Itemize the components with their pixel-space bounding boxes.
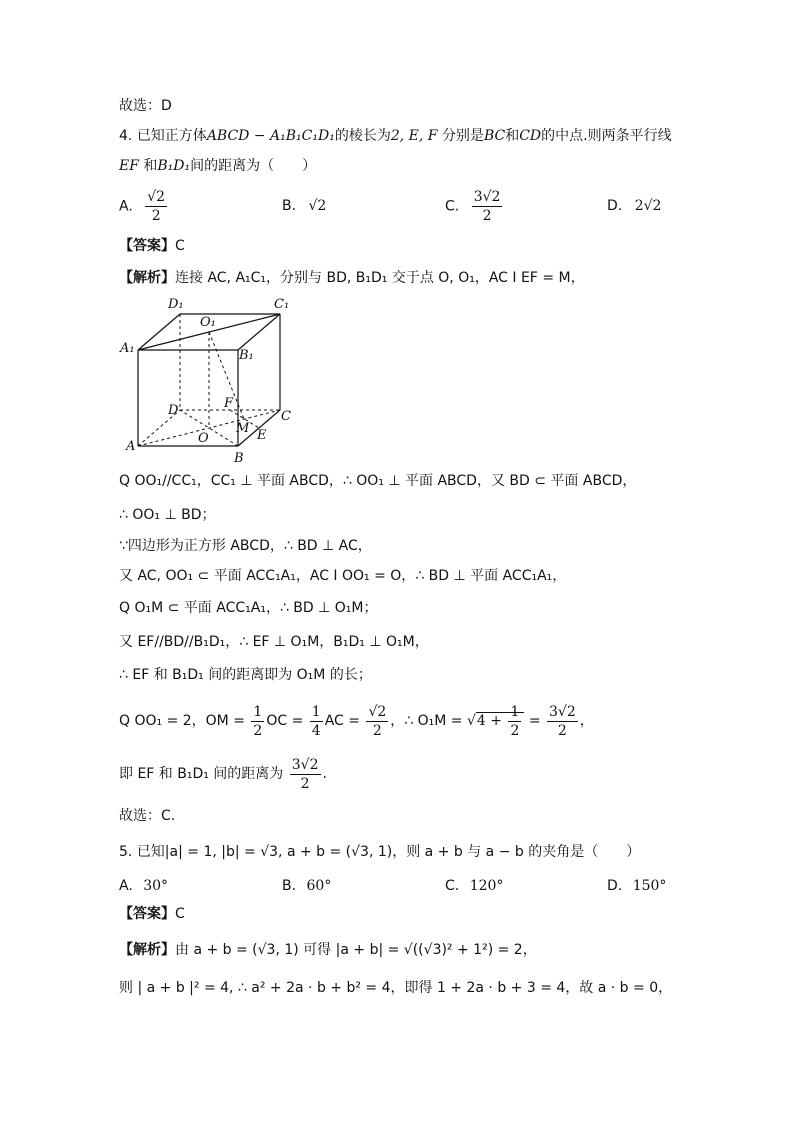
q4-params: 2, E, F [390, 128, 438, 144]
label-c1: C₁ [274, 297, 290, 312]
q4-answer [119, 236, 185, 256]
q4-option-b-label: B. [282, 198, 297, 214]
label-b1: B₁ [239, 348, 254, 363]
calc-f5-num: 3√2 [549, 703, 576, 720]
q4-final-answer: 故选：C. [119, 808, 176, 824]
q5-answer-tag: 【答案】 [119, 906, 175, 922]
solution-line-5: Q O₁M ⊂ 平面 ACC₁A₁，∴ BD ⊥ O₁M； [119, 600, 378, 616]
calc-f1-num: 1 [253, 703, 263, 720]
q4-line2-ef: EF [119, 158, 139, 174]
q5-stem [119, 842, 640, 862]
q4-option-b-value: √2 [308, 198, 327, 214]
calc-f4-num: 1 [510, 703, 520, 720]
conclusion-line [119, 755, 327, 793]
q4-seg-bc: BC [483, 128, 506, 144]
q5-option-b [282, 878, 331, 894]
q5-analysis-tag: 【解析】 [119, 942, 175, 958]
q4-seg-cd: CD [519, 128, 542, 144]
q5-option-b-value: 60° [306, 878, 332, 894]
previous-answer: 故选：D [119, 98, 172, 114]
label-a1: A₁ [120, 341, 135, 356]
label-o1: O₁ [200, 315, 216, 330]
q4-option-c [445, 188, 504, 225]
calc-mid3: ，∴ O₁M = [390, 713, 463, 729]
label-f: F [224, 396, 234, 411]
q4-line2-rest: 间的距离为（ ） [190, 158, 317, 174]
cube-figure [118, 294, 308, 466]
q4-text-b: 的棱长为 [334, 128, 391, 144]
q4-option-c-label: C. [445, 198, 460, 215]
label-c: C [281, 409, 291, 424]
solution-line-3: ∵四边形为正方形 ABCD，∴ BD ⊥ AC， [119, 538, 372, 554]
calc-root-in: 4 + [476, 713, 507, 729]
q4-option-a-den: 2 [151, 208, 161, 224]
q5-number: 5. [119, 844, 133, 860]
q4-option-d-value: 2√2 [634, 198, 662, 214]
solution-line-7: ∴ EF 和 B₁D₁ 间的距离即为 O₁M 的长； [119, 667, 372, 683]
calc-f2-num: 1 [311, 703, 321, 720]
q4-cube-name: ABCD − A₁B₁C₁D₁ [206, 128, 335, 144]
calc-f2-den: 4 [311, 722, 321, 739]
solution-line-4: 又 AC, OO₁ ⊂ 平面 ACC₁A₁，AC I OO₁ = O，∴ BD ⊥ 平面 ACC₁A₁， [119, 568, 567, 584]
q4-option-d-label: D. [607, 198, 623, 214]
analysis-tag: 【解析】 [119, 270, 175, 286]
q5-option-d [607, 878, 666, 894]
answer-tag: 【答案】 [119, 238, 175, 254]
q5-option-a-label: A. [119, 878, 133, 894]
q5-analysis-1 [119, 940, 537, 960]
q5-option-b-label: B. [282, 878, 297, 894]
analysis-first-text: 连接 AC, A₁C₁，分别与 BD, B₁D₁ 交于点 O, O₁，AC I EF = M， [175, 270, 585, 286]
q4-option-a-num: √2 [147, 189, 166, 205]
q5-option-c [445, 878, 503, 894]
label-d: D [168, 403, 179, 418]
solution-line-6: 又 EF//BD//B₁D₁，∴ EF ⊥ O₁M，B₁D₁ ⊥ O₁M， [119, 634, 429, 650]
label-o: O [198, 431, 209, 446]
conclusion-num: 3√2 [291, 756, 319, 773]
q4-stem-line1 [119, 126, 672, 146]
solution-line-2: ∴ OO₁ ⊥ BD； [119, 507, 216, 523]
q5-answer-value: C [175, 906, 185, 922]
calc-f5-den: 2 [557, 722, 567, 739]
q5-answer [119, 904, 185, 924]
label-b: B [234, 451, 244, 466]
q5-option-c-value: 120° [469, 878, 504, 894]
q4-option-b [282, 198, 326, 214]
calc-eq: = [528, 713, 541, 729]
q4-text-c: 分别是 [441, 128, 484, 144]
q4-line2-and: 和 [143, 158, 158, 174]
q5-option-a [119, 878, 168, 894]
q4-stem-line2 [119, 156, 316, 176]
q5-option-d-value: 150° [632, 878, 667, 894]
q4-analysis-first [119, 268, 585, 288]
calc-prefix: Q OO₁ = 2，OM = [119, 713, 245, 729]
q4-text-d: 和 [505, 128, 520, 144]
q4-line2-bd: B₁D₁ [157, 158, 191, 174]
calc-sqrt: √4 + $\frac{1}{2}$ [467, 712, 524, 729]
conclusion-text: 即 EF 和 B₁D₁ 间的距离为 [119, 766, 284, 782]
calc-mid1: OC = [266, 713, 304, 729]
q4-option-a-label: A. [119, 198, 133, 215]
label-a: A [126, 439, 136, 454]
q5-text: 已知|a| = 1, |b| = √3, a + b = (√3, 1)，则 a + b 与 a − b 的夹角是（ ） [136, 844, 641, 860]
label-m: M [236, 421, 250, 436]
q5-option-a-value: 30° [143, 878, 169, 894]
q4-option-c-den: 2 [482, 208, 492, 224]
solution-line-1: Q OO₁//CC₁，CC₁ ⊥ 平面 ABCD，∴ OO₁ ⊥ 平面 ABCD，又 BD ⊂ 平面 ABCD， [119, 473, 637, 489]
conclusion-den: 2 [300, 775, 310, 792]
q5-option-c-label: C. [445, 878, 460, 894]
q5-analysis-1-text: 由 a + b = (√3, 1) 可得 |a + b| = √((√3)² + 1²) = 2， [175, 942, 537, 958]
q4-number: 4. [119, 128, 133, 144]
calc-f1-den: 2 [253, 722, 263, 739]
calc-end: ， [579, 713, 594, 729]
q4-option-c-num: 3√2 [473, 189, 501, 205]
answer-value: C [175, 238, 185, 254]
calc-line [119, 702, 594, 740]
calc-f4-den: 2 [510, 722, 520, 739]
calc-f3-num: √2 [368, 703, 387, 720]
q5-analysis-2: 则 | a + b |² = 4, ∴ a² + 2a · b + b² = 4，即得 1 + 2a · b + 3 = 4，故 a · b = 0， [119, 980, 673, 996]
q4-option-a [119, 188, 169, 225]
q4-text-a: 已知正方体 [136, 128, 207, 144]
q5-option-d-label: D. [607, 878, 623, 894]
label-e: E [257, 428, 267, 443]
label-d1: D₁ [168, 297, 184, 312]
calc-f3-den: 2 [372, 722, 382, 739]
q4-option-d [607, 198, 661, 214]
calc-mid2: AC = [324, 713, 360, 729]
conclusion-end: . [322, 766, 327, 782]
q4-text-e: 的中点.则两条平行线 [541, 128, 672, 144]
